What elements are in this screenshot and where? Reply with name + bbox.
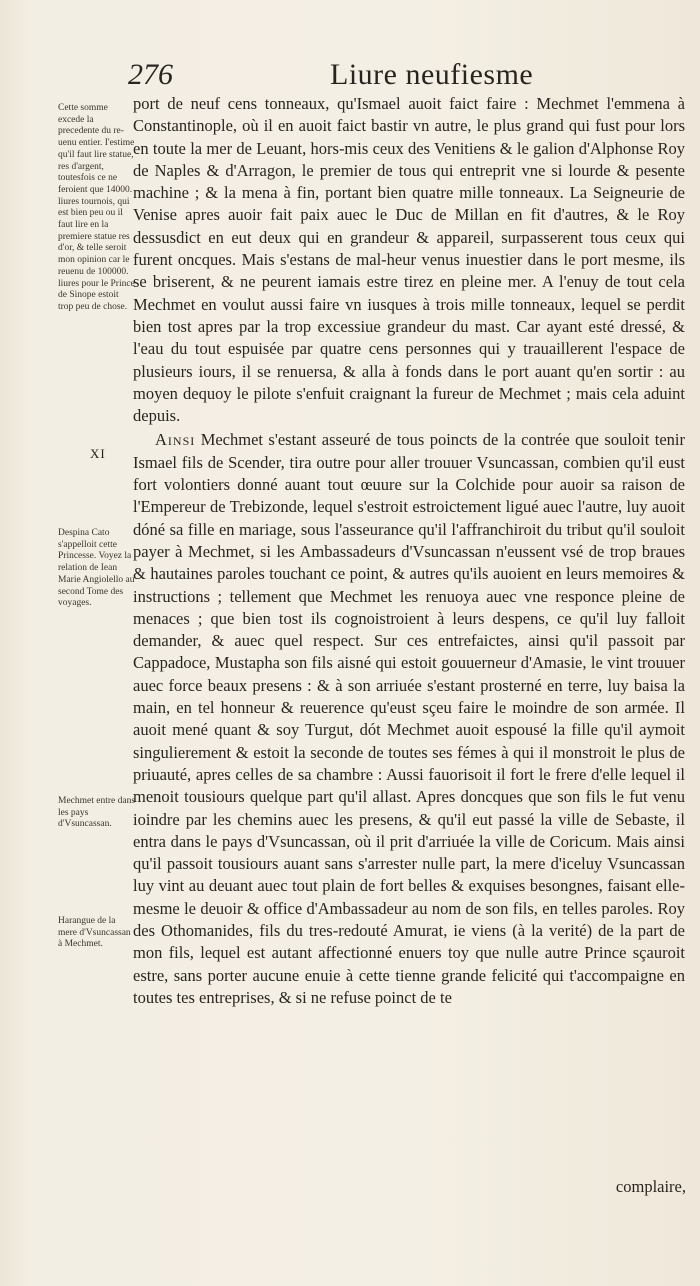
paragraph-1: port de neuf cens tonneaux, qu'Ismael auoit faict faire : Mechmet l'emmena à Constantinople, où il en auoit faict bastir vn autre, le plus grand qui fust pour lors en toute la mer de Leuant, hors-mis ceux des Venitiens & le galion d'Alphonse Roy de Naples & d'Arragon, le premier de tous qui entreprit vne si lourde & pesente machine ; & la mena à fin, portant bien quatre mille tonneaux. La Seigneurie de Venise apres auoir fait paix auec le Duc de Millan en fit d'autres, & le Roy dessusdict en eut deux qui en grandeur & appareil, surpasserent tous ceux qui furent oncques. Mais s'estans de mal-heur venus inuestier dans le port mesme, ils se briserent, & ne peurent iamais estre tirez en pleine mer. A l'enuy de tout cela Mechmet en voulut aussi faire vn iusques à trois mille tonneaux, lequel se perdit bien tost apres par la trop excessiue grandeur du mast. Car ayant esté dressé, & l'eau du tout espuisée par quatre cens personnes qui y trauaillerent l'espace de plusieurs iours, il se renuersa, & alla à fonds dans le port auant qu'en sortir : au moyen dequoy le pilote s'enfuit craignant la fureur de Mechmet ; mais cela aduint depuis. [133,94,685,426]
margin-note-1: Cette somme excede la precedente du re-uenu entier. I'estime qu'il faut lire statue, res d'argent, toutesfois ce ne feroient que 14000. liures tournois, qui est bien peu ou il faut lire en la premiere statue res d'or, & telle seroit mon opinion car le reuenu de 100000. liures pour le Prince de Sinope estoit trop peu de chose. [58,103,135,312]
paragraph-2 [133,429,685,1009]
page-header [0,58,700,98]
margin-note-3: Mechmet entre dans les pays d'Vsuncassan. [58,796,136,830]
running-title: Liure neufiesme [330,58,534,91]
paragraph-2-lead: Ainsi [155,430,196,450]
main-text [133,93,685,1009]
catchword: complaire, [615,1177,686,1196]
margin-note-4: Harangue de la mere d'Vsuncassan à Mechmet. [58,916,131,950]
section-marker: XI [90,446,106,461]
margin-note-2: Despina Cato s'appelloit cette Princesse. Voyez la relation de Iean Marie Angiolello au second Tome des voyages. [58,528,135,609]
page-number: 276 [128,58,173,91]
paragraph-2-body: Mechmet s'estant asseuré de tous poincts de la contrée que souloit tenir Ismael fils de Scender, tira outre pour aller trouuer Vsuncassan, combien qu'il eust fort volontiers donné auant tout œuure sur la Colchide pour auoir sa raison de l'Empereur de Trebizonde, lequel s'estroit estroictement ligué auec l'autre, luy auoit dóné sa fille en mariage, sous l'asseurance qu'il l'affranchiroit du tribut qu'il souloit payer à Mechmet, si les Ambassadeurs d'Vsuncassan n'eussent vsé de trop braues & hautaines paroles touchant ce point, & autres qu'ils auoient en leurs memoires & instructions ; tellement que Mechmet les renuoya auec vne responce pleine de menaces ; que bien tost ils cognoistroient à leurs despens, ce qu'il luy falloit demander, & auec quel respect. Sur ces entrefaictes, ainsi qu'il passoit par Cappadoce, Mustapha son fils aisné qui estoit gouuerneur d'Amasie, le vint trouuer auec force beaux presens : & à son arriuée s'estant prosterné en terre, luy baisa la main, en tel honneur & reuerence qu'eust sçeu faire le moindre de son armée. Il auoit mené quant & soy Turgut, dót Mechmet auoit espousé la fille qu'il aymoit singulierement & estoit la seconde de toutes ses fémes à qui il monstroit le plus de priuauté, apres celles de sa chambre : Aussi fauorisoit il fort le frere d'elle lequel il menoit tousiours quelque part qu'il allast. Apres doncques que son fils le fut venu ioindre par les chemins auec les presens, & qu'il eut passé la ville de Sebaste, il entra dans le pays d'Vsuncassan, où il prit d'arriuée la ville de Coricum. Mais ainsi qu'il passoit tousiours auant sans s'arrester nulle part, la mere d'iceluy Vsuncassan luy vint au deuant auec tout plain de fort belles & exquises besongnes, faisant elle-mesme le deuoir & office d'Ambassadeur au nom de son fils, en telles paroles. Roy des Othomanides, fils du tres-redouté Amurat, ie viens (à la verité) de la part de mon fils, lequel est autant affectionné enuers toy que nulle autre Prince sçauroit estre, sans porter aucune enuie à cette tienne grande felicité qui t'accompaigne en toutes tes entreprises, & si ne refuse poinct de te [133,430,685,1007]
